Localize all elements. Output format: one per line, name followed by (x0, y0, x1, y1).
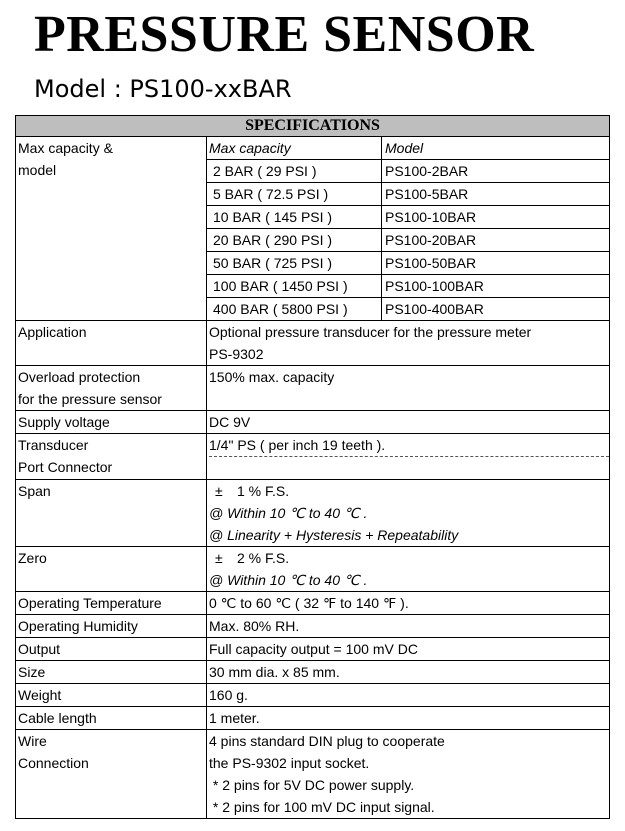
value-line: the PS-9302 input socket. (209, 755, 370, 771)
row-label: Size (16, 661, 207, 683)
row-operating-humidity (16, 615, 609, 638)
row-value (207, 480, 609, 546)
row-size (16, 661, 609, 684)
label-line: Max capacity & (18, 140, 113, 156)
capacity-cell: 20 BAR ( 290 PSI ) (207, 229, 382, 251)
row-cable-length (16, 707, 609, 730)
row-value (207, 547, 609, 591)
capacity-subtable-header (207, 137, 609, 159)
model-cell: PS100-50BAR (385, 255, 477, 271)
row-label: Supply voltage (16, 411, 207, 433)
row-label: Cable length (16, 707, 207, 729)
row-value: Max. 80% RH. (209, 618, 300, 634)
capacity-cell: 5 BAR ( 72.5 PSI ) (207, 183, 382, 205)
page-title: PRESSURE SENSOR (34, 6, 535, 63)
row-label: Application (16, 321, 207, 365)
label-line: Connection (18, 755, 89, 771)
specifications-table (15, 115, 610, 819)
row-zero (16, 547, 609, 592)
label-line: Overload protection (18, 369, 141, 385)
dashed-divider (209, 456, 609, 479)
zero-value: 2 % F.S. (237, 550, 290, 566)
row-value (207, 434, 609, 479)
label-line: for the pressure sensor (18, 391, 162, 407)
model-subtitle: Model : PS100-xxBAR (34, 75, 292, 103)
value-line: 4 pins standard DIN plug to cooperate (209, 733, 445, 749)
span-value: 1 % F.S. (237, 483, 290, 499)
value-line: * 2 pins for 5V DC power supply. (209, 777, 415, 793)
plus-minus-sign: ± (215, 483, 223, 499)
value-line (209, 480, 609, 502)
model-cell: PS100-10BAR (385, 209, 477, 225)
capacity-row (207, 274, 609, 297)
capacity-row (207, 182, 609, 205)
row-label: Output (16, 638, 207, 660)
row-wire-connection (16, 730, 609, 818)
row-value: Full capacity output = 100 mV DC (209, 641, 418, 657)
row-label: Operating Humidity (16, 615, 207, 637)
row-label: Zero (16, 547, 207, 591)
row-supply-voltage (16, 411, 609, 434)
value-line (209, 547, 609, 569)
model-cell: PS100-100BAR (385, 278, 484, 294)
row-value (207, 321, 609, 365)
capacity-cell: 50 BAR ( 725 PSI ) (207, 252, 382, 274)
label-line: model (18, 162, 57, 178)
row-value: 150% max. capacity (209, 369, 335, 385)
row-value: 0 ℃ to 60 ℃ ( 32 ℉ to 140 ℉ ). (209, 595, 409, 611)
value-line: PS-9302 (209, 346, 264, 362)
row-value: 30 mm dia. x 85 mm. (209, 664, 340, 680)
capacity-row (207, 159, 609, 182)
col-header-capacity: Max capacity (207, 137, 382, 159)
label-line: Wire (18, 733, 47, 749)
row-label (16, 434, 207, 479)
row-label (16, 137, 207, 320)
value-line: 1/4" PS ( per inch 19 teeth ). (209, 437, 386, 453)
row-operating-temperature (16, 592, 609, 615)
capacity-cell: 2 BAR ( 29 PSI ) (207, 160, 382, 182)
model-cell: PS100-400BAR (385, 301, 484, 317)
row-value: DC 9V (209, 414, 251, 430)
row-value: 160 g. (209, 687, 248, 703)
row-label: Operating Temperature (16, 592, 207, 614)
model-cell: PS100-5BAR (385, 186, 469, 202)
label-line: Transducer (18, 437, 89, 453)
row-span (16, 480, 609, 547)
specifications-header: SPECIFICATIONS (16, 116, 609, 137)
row-max-capacity (16, 137, 609, 321)
capacity-row (207, 205, 609, 228)
capacity-row (207, 297, 609, 320)
row-transducer-port (16, 434, 609, 480)
capacity-cell: 100 BAR ( 1450 PSI ) (207, 275, 382, 297)
row-label (16, 730, 207, 818)
row-output (16, 638, 609, 661)
capacity-cell: 10 BAR ( 145 PSI ) (207, 206, 382, 228)
row-label: Weight (16, 684, 207, 706)
capacity-row (207, 251, 609, 274)
col-header-model: Model (385, 140, 424, 156)
row-value (207, 730, 609, 818)
value-line: Optional pressure transducer for the pressure meter (209, 324, 532, 340)
row-overload-protection (16, 366, 609, 411)
value-line: * 2 pins for 100 mV DC input signal. (209, 799, 435, 815)
row-label: Span (16, 480, 207, 546)
row-application (16, 321, 609, 366)
plus-minus-sign: ± (215, 550, 223, 566)
row-label (16, 366, 207, 410)
model-cell: PS100-2BAR (385, 163, 469, 179)
model-cell: PS100-20BAR (385, 232, 477, 248)
capacity-subtable (207, 137, 609, 320)
value-line: @ Linearity + Hysteresis + Repeatability (209, 527, 459, 543)
capacity-cell: 400 BAR ( 5800 PSI ) (207, 298, 382, 320)
value-line: @ Within 10 ℃ to 40 ℃ . (209, 572, 368, 588)
capacity-row (207, 228, 609, 251)
row-value: 1 meter. (209, 710, 260, 726)
label-line: Port Connector (18, 459, 113, 475)
value-line: @ Within 10 ℃ to 40 ℃ . (209, 505, 368, 521)
row-weight (16, 684, 609, 707)
